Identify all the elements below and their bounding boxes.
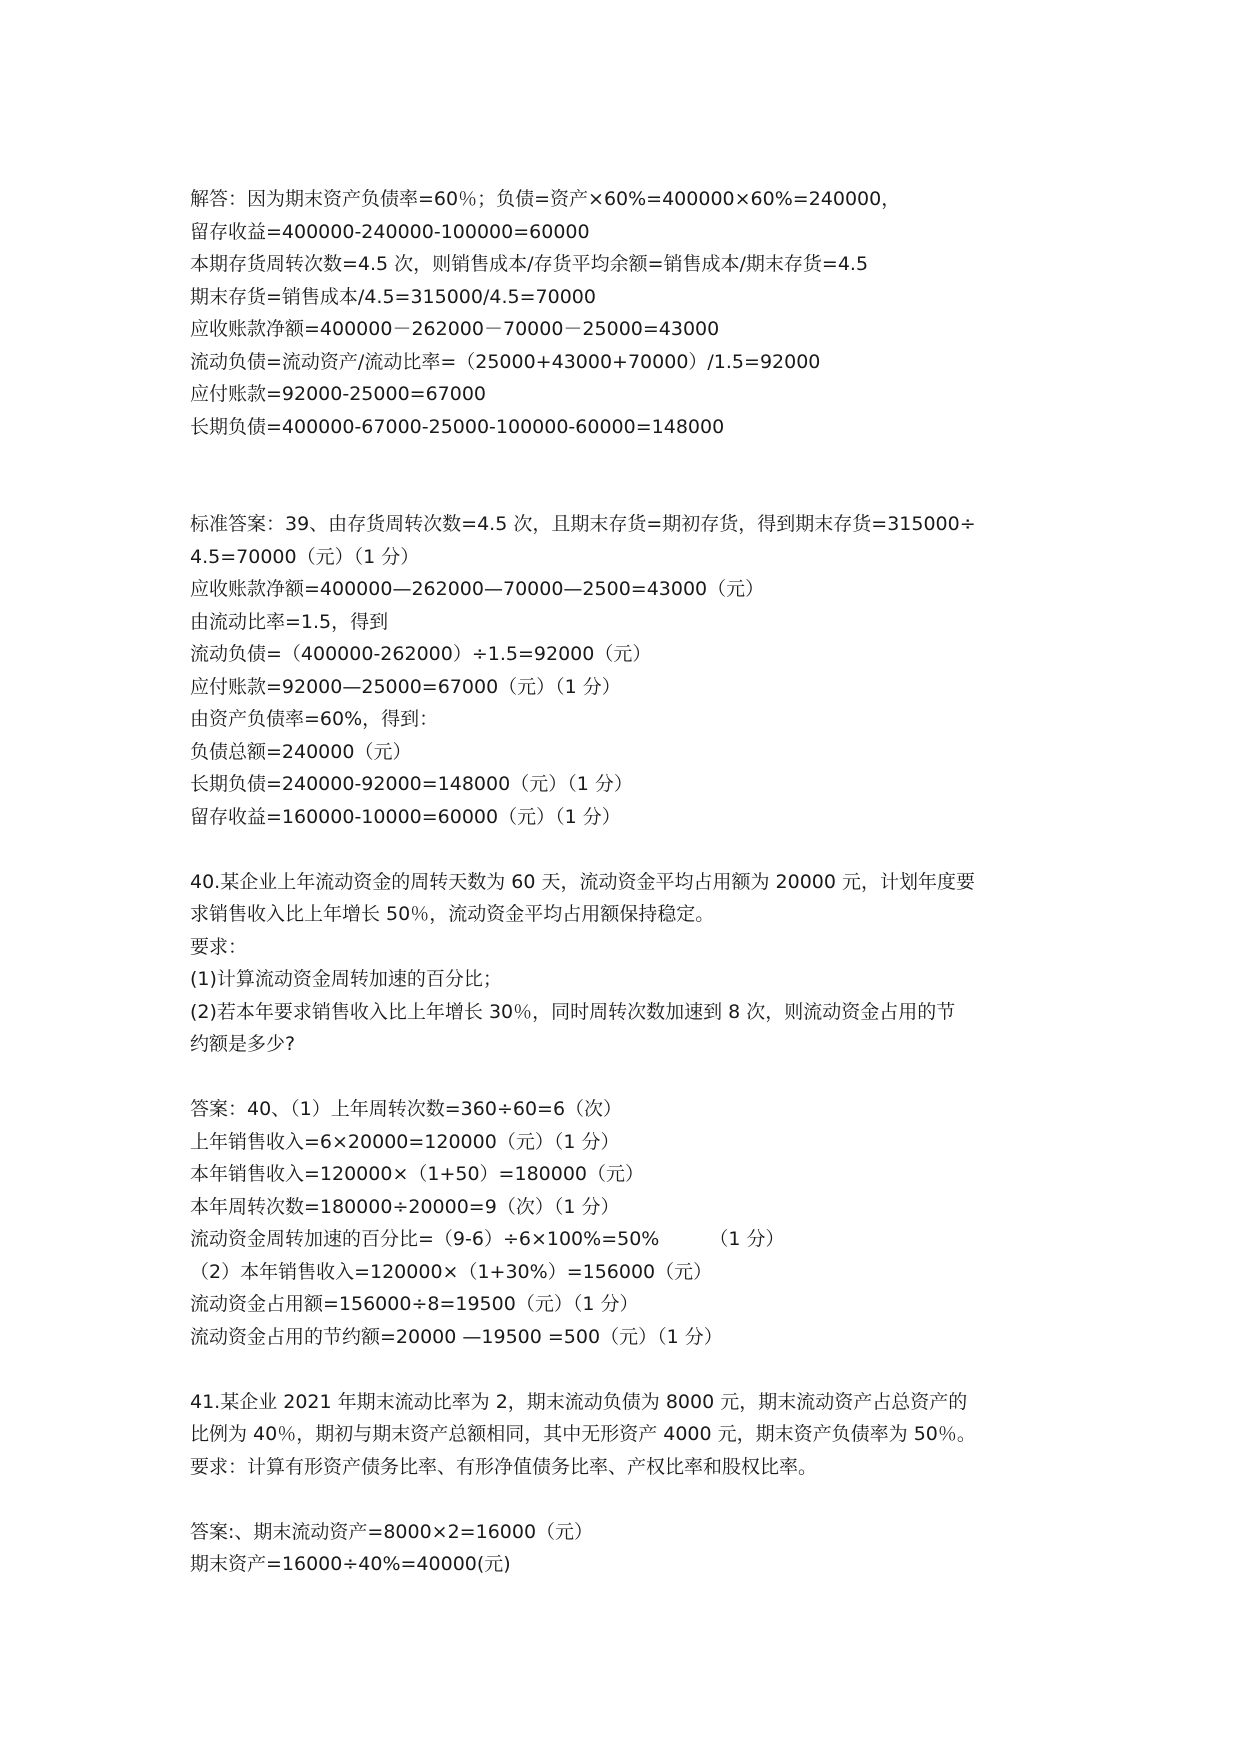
score-note: （1 分） xyxy=(709,1228,785,1250)
percent-line xyxy=(190,1223,1070,1256)
spacer xyxy=(190,1353,1070,1386)
text-line: (2)若本年要求销售收入比上年增长 30％，同时周转次数加速到 8 次，则流动资金占用的节 xyxy=(190,1000,956,1023)
text-line: （2）本年销售收入=120000×（1+30%）=156000（元） xyxy=(190,1260,713,1283)
text-line: 负债总额=240000（元） xyxy=(190,740,412,763)
text-line: 流动负债=（400000-262000）÷1.5=92000（元） xyxy=(190,643,652,665)
text-line: 40.某企业上年流动资金的周转天数为 60 天，流动资金平均占用额为 20000 元，计划年度要 xyxy=(190,870,975,893)
text-line: 期末资产=16000÷40%=40000(元) xyxy=(190,1553,511,1575)
text-line: 解答：因为期末资产负债率=60％；负债=资产×60%=400000×60%=240000， xyxy=(190,188,901,210)
text-line: 留存收益=400000-240000-100000=60000 xyxy=(190,220,590,243)
text-line: 标准答案：39、由存货周转次数=4.5 次，且期末存货=期初存货，得到期末存货=315000÷ xyxy=(190,513,976,535)
text-line: 流动负债=流动资产/流动比率=（25000+43000+70000）/1.5=92000 xyxy=(190,350,821,373)
text-line: 上年销售收入=6×20000=120000（元）（1 分） xyxy=(190,1130,620,1153)
text-line: 长期负债=240000-92000=148000（元）（1 分） xyxy=(190,773,633,795)
question-40-block xyxy=(190,866,1070,1061)
text-line: 比例为 40％，期初与期末资产总额相同，其中无形资产 4000 元，期末资产负债率为 50％。 xyxy=(190,1423,976,1445)
text-line: 答案:、期末流动资产=8000×2=16000（元） xyxy=(190,1520,594,1543)
text-line: 答案：40、（1）上年周转次数=360÷60=6（次） xyxy=(190,1098,623,1120)
text-line: 由资产负债率=60%，得到： xyxy=(190,708,439,730)
text-line: 流动资金占用额=156000÷8=19500（元）（1 分） xyxy=(190,1293,639,1315)
text-line: 应付账款=92000—25000=67000（元）（1 分） xyxy=(190,675,621,698)
text-line: 应收账款净额=400000—262000—70000—2500=43000（元） xyxy=(190,578,765,600)
answer-41-block xyxy=(190,1516,1070,1581)
text-line: (1)计算流动资金周转加速的百分比； xyxy=(190,968,502,990)
text-line: 要求：计算有形资产债务比率、有形净值债务比率、产权比率和股权比率。 xyxy=(190,1455,818,1478)
text-line: 流动资金占用的节约额=20000 —19500 =500（元）（1 分） xyxy=(190,1325,723,1348)
spacer xyxy=(190,1483,1070,1516)
text-line: 本期存货周转次数=4.5 次，则销售成本/存货平均余额=销售成本/期末存货=4.5 xyxy=(190,253,869,275)
text-line: 要求： xyxy=(190,935,248,958)
spacer xyxy=(190,833,1070,866)
spacer xyxy=(190,1061,1070,1094)
text-line: 应付账款=92000-25000=67000 xyxy=(190,383,487,405)
question-41-block xyxy=(190,1386,1070,1484)
percent-formula: 流动资金周转加速的百分比=（9-6）÷6×100%=50% xyxy=(190,1228,660,1250)
solution-38-block xyxy=(190,183,1070,443)
text-line: 4.5=70000（元）（1 分） xyxy=(190,545,420,568)
text-line: 长期负债=400000-67000-25000-100000-60000=148000 xyxy=(190,415,725,438)
text-line: 约额是多少? xyxy=(190,1033,296,1055)
text-line: 期末存货=销售成本/4.5=315000/4.5=70000 xyxy=(190,285,596,308)
standard-answer-39-block xyxy=(190,508,1070,833)
text-line: 41.某企业 2021 年期末流动比率为 2，期末流动负债为 8000 元，期末流动资产占总资产的 xyxy=(190,1390,968,1413)
text-line: 由流动比率=1.5，得到 xyxy=(190,610,389,633)
answer-40-block xyxy=(190,1093,1070,1353)
text-line: 求销售收入比上年增长 50％，流动资金平均占用额保持稳定。 xyxy=(190,903,715,925)
text-line: 应收账款净额=400000－262000－70000－25000=43000 xyxy=(190,318,720,340)
document-page xyxy=(190,183,1070,1581)
text-line: 留存收益=160000-10000=60000（元）（1 分） xyxy=(190,805,621,828)
text-line: 本年销售收入=120000×（1+50）=180000（元） xyxy=(190,1163,645,1185)
spacer xyxy=(190,443,1070,508)
text-line: 本年周转次数=180000÷20000=9（次）（1 分） xyxy=(190,1195,620,1218)
